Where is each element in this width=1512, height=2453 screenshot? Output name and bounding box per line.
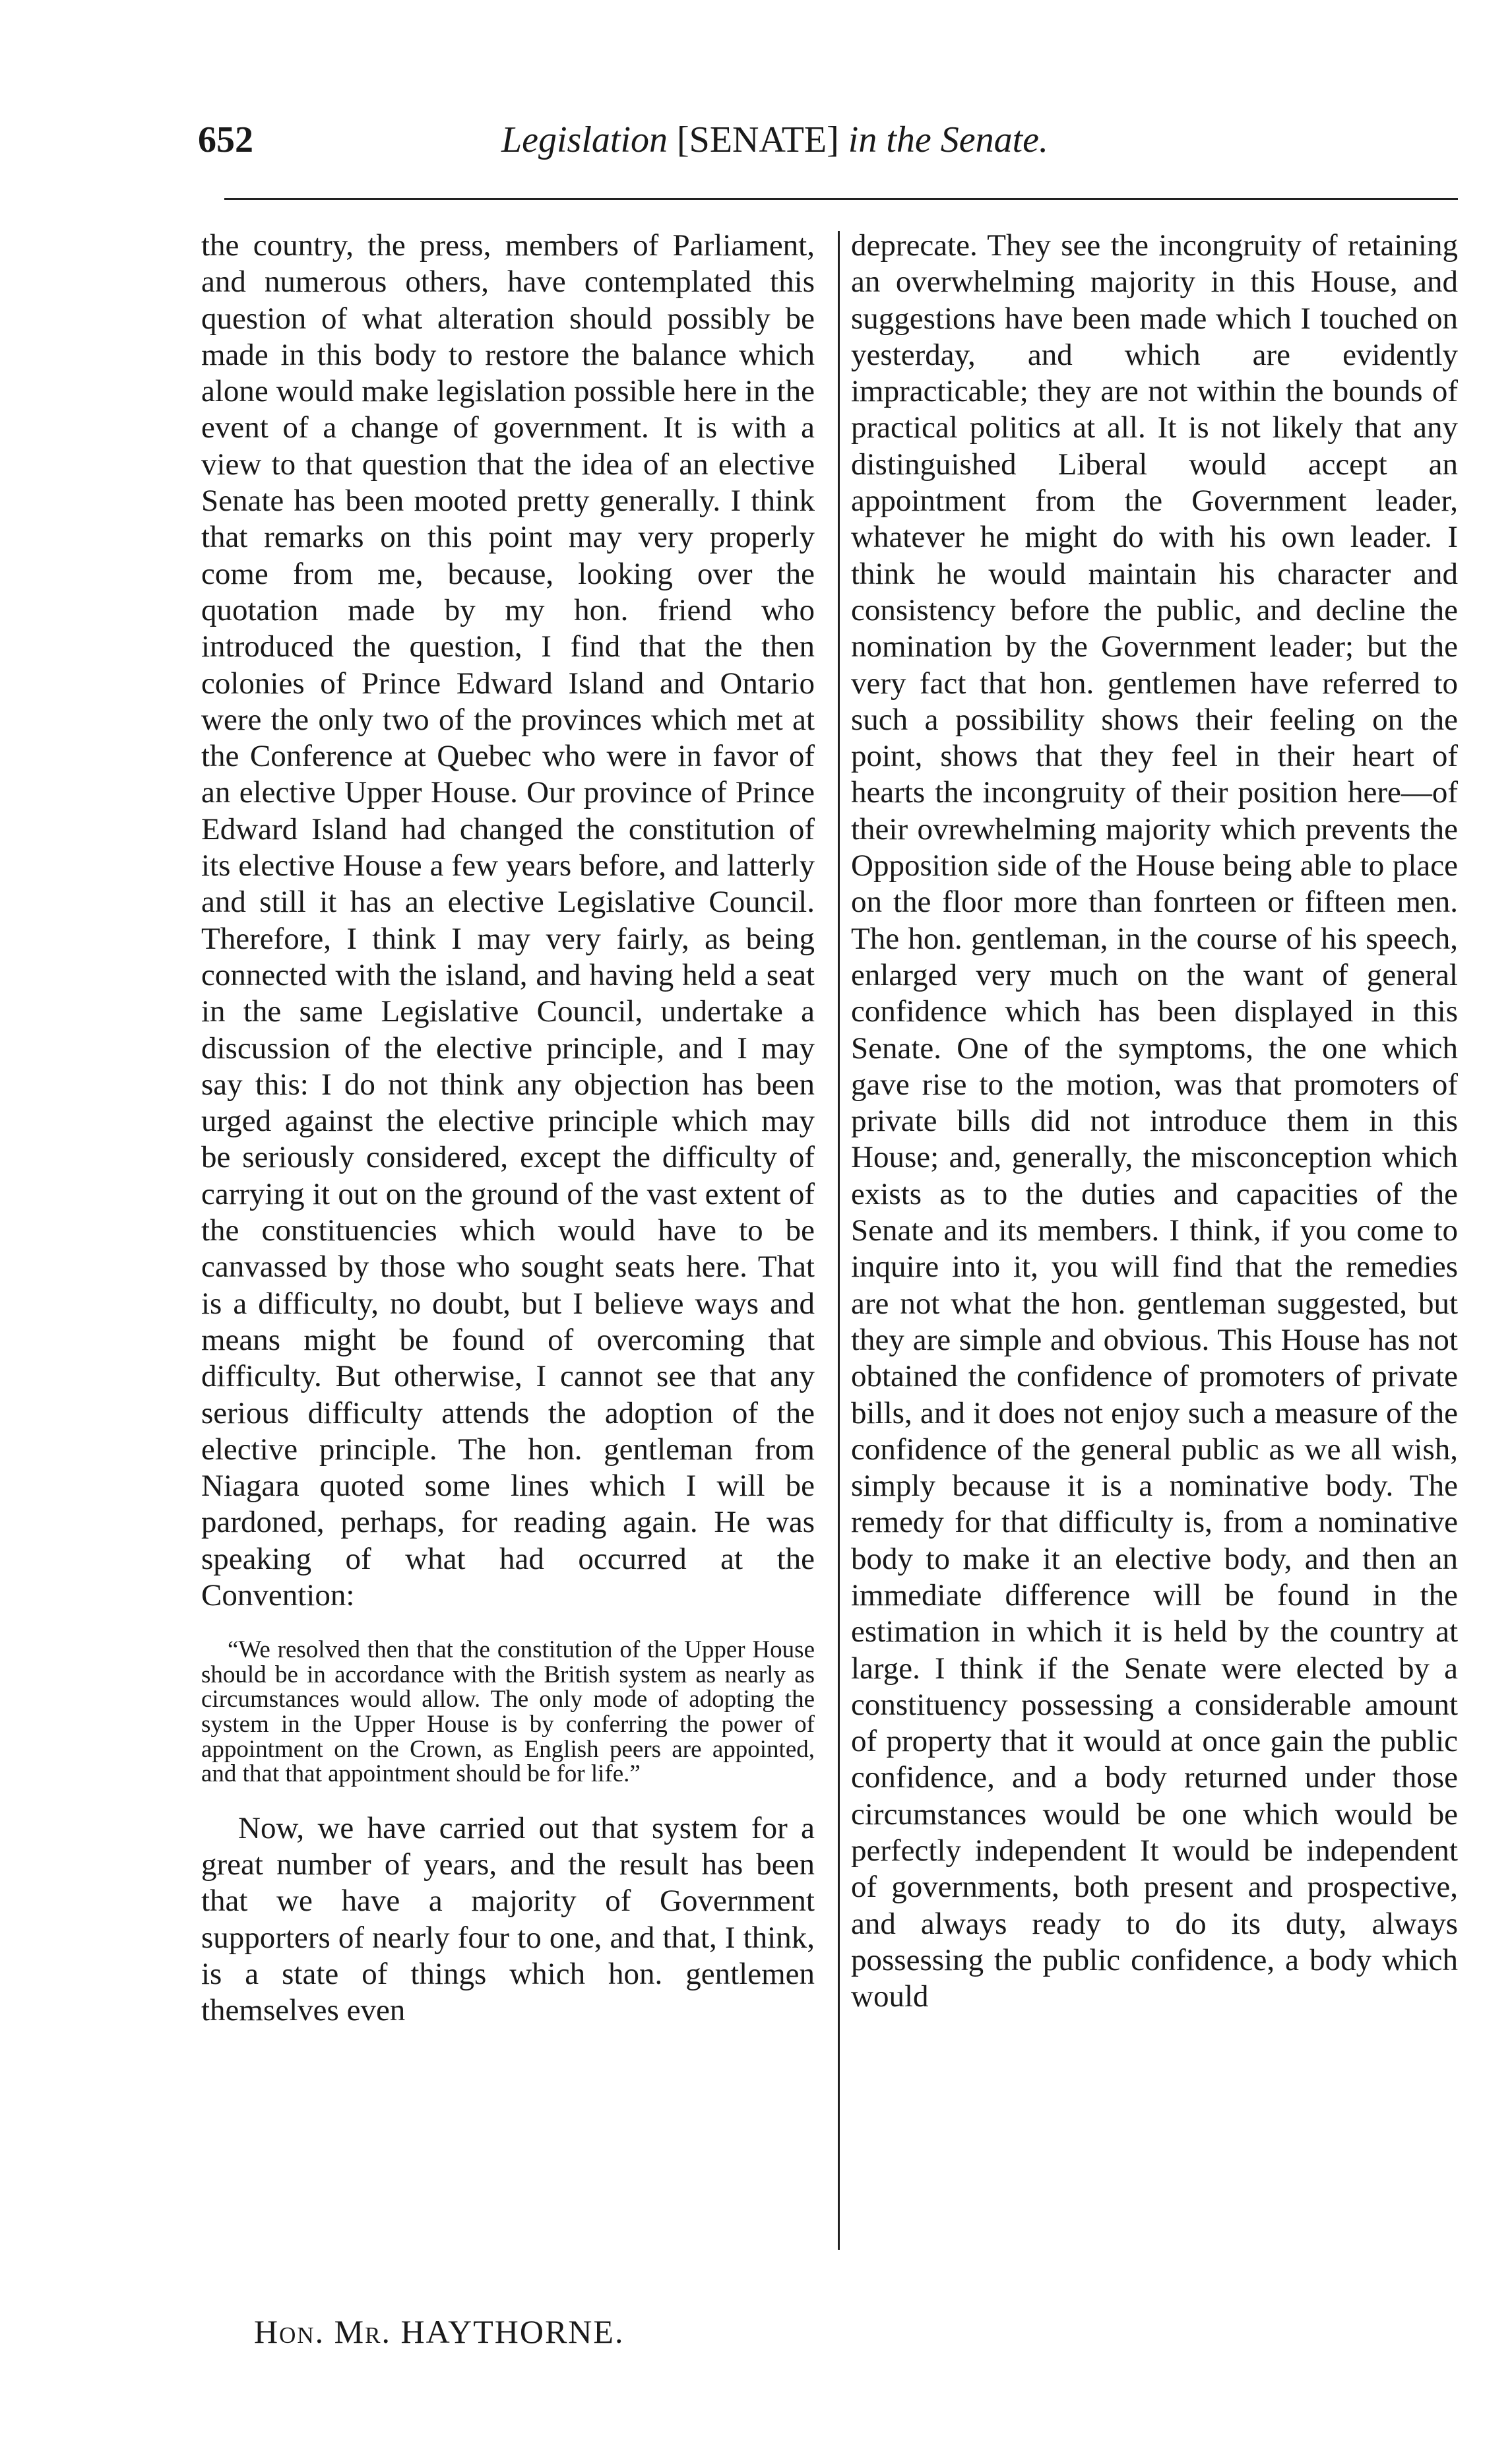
page-header [198, 119, 1253, 172]
left-paragraph-2: Now, we have carried out that system for a great number of years, and the result has been that we have a majority of Government supporters of nearly four to one, and that, I think, is a state of things which hon. gentlemen themselves even [201, 1810, 815, 2028]
running-title [501, 119, 1048, 161]
quotation-text: “We resolved then that the constitution of the Upper House should be in accordance with the British system as nearly as circumstances would allow. The only mode of adopting the system in the Upper House is by conferring the power of appointment on the Crown, as English peers are appointed, and that that appointment should be for life.” [201, 1636, 815, 1788]
running-title-part-1: Legislation [501, 119, 668, 160]
page-number: 652 [198, 119, 253, 160]
right-column [851, 228, 1458, 2016]
quotation-block [201, 1638, 815, 1787]
running-title-part-2: [SENATE] [668, 119, 848, 160]
column-divider [838, 231, 840, 2250]
speaker-footer: Hon. Mr. HAYTHORNE. [254, 2313, 625, 2350]
left-column [201, 228, 815, 2029]
running-title-part-3: in the Senate. [848, 119, 1049, 160]
left-paragraph-1: the country, the press, members of Parliament, and numerous others, have contemplated this question of what alteration should possibly be made in this body to restore the balance which alone would make legislation possible here in the event of a change of government. It is with a view to that question that the idea of an elective Senate has been mooted pretty generally. I think that remarks on this point may very properly come from me, because, looking over the quotation made by my hon. friend who introduced the question, I find that the then colonies of Prince Edward Island and Ontario were the only two of the provinces which met at the Conference at Quebec who were in favor of an elective Upper House. Our province of Prince Edward Island had changed the constitution of its elective House a few years before, and latterly and still it has an elective Legislative Council. Therefore, I think I may very fairly, as being connected with the island, and having held a seat in the same Legislative Council, undertake a discussion of the elective principle, and I may say this: I do not think any objection has been urged against the elective principle which may be seriously considered, except the difficulty of carrying it out on the ground of the vast extent of the constituencies which would have to be canvassed by those who sought seats here. That is a difficulty, no doubt, but I believe ways and means might be found of overcoming that difficulty. But otherwise, I cannot see that any serious difficulty attends the adoption of the elective principle. The hon. gentleman from Niagara quoted some lines which I will be pardoned, perhaps, for reading again. He was speaking of what had occurred at the Convention: [201, 228, 815, 1612]
header-rule [224, 198, 1458, 200]
right-paragraph-1: deprecate. They see the incongruity of retaining an overwhelming majority in this House, and suggestions have been made which I touched on yesterday, and which are evidently impracticable; they are not within the bounds of practical politics at all. It is not likely that any distinguished Liberal would accept an appointment from the Government leader, whatever he might do with his own leader. I think he would maintain his character and consistency before the public, and decline the nomination by the Government leader; but the very fact that hon. gentlemen have referred to such a possibility shows their feeling on the point, shows that they feel in their heart of hearts the incongruity of their position here—of their ovrewhelming majority which prevents the Opposition side of the House being able to place on the floor more than fonrteen or fifteen men. The hon. gentleman, in the course of his speech, enlarged very much on the want of general confidence which has been displayed in this Senate. One of the symptoms, the one which gave rise to the motion, was that promoters of private bills did not introduce them in this House; and, generally, the misconception which exists as to the duties and capacities of the Senate and its members. I think, if you come to inquire into it, you will find that the remedies are not what the hon. gentleman suggested, but they are simple and obvious. This House has not obtained the confidence of promoters of private bills, and it does not enjoy such a measure of the confidence of the general public as we all wish, simply because it is a nominative body. The remedy for that difficulty is, from a nominative body to make it an elective body, and then an immediate difference will be found in the estimation in which it is held by the country at large. I think if the Senate were elected by a constituency possessing a considerable amount of property that it would at once gain the public confidence, and a body returned under those circumstances would be one which would be perfectly independent It would be independent of governments, both present and prospective, and always ready to do its duty, always possessing the public confidence, a body which would [851, 228, 1458, 2014]
